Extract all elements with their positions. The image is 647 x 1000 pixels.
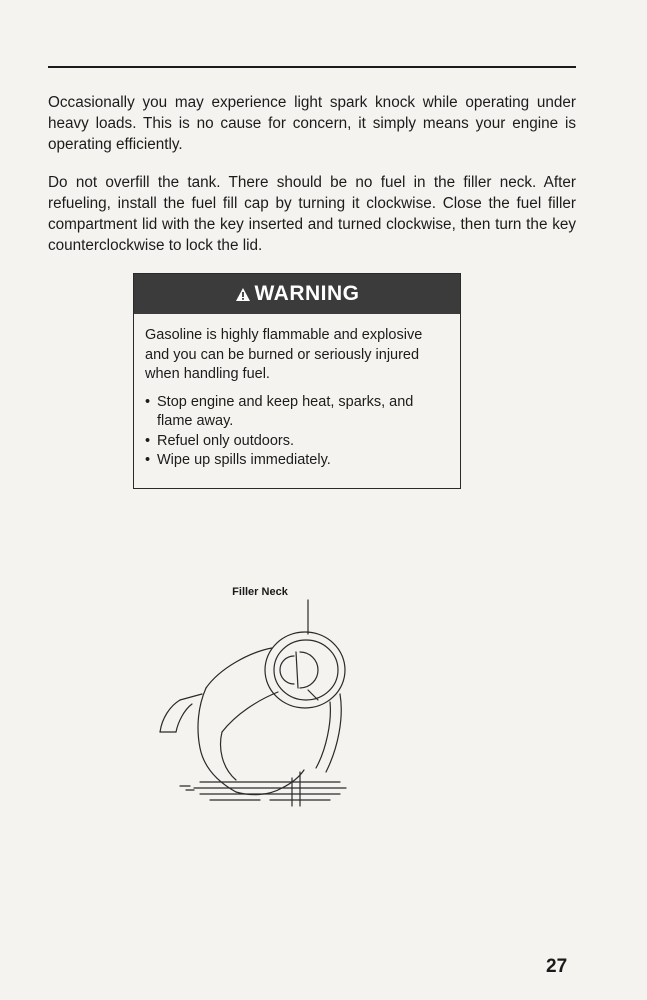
filler-neck-illustration <box>140 582 380 822</box>
warning-triangle-icon <box>235 287 251 302</box>
warning-bullet-list <box>145 393 448 471</box>
warning-bullet: • Stop engine and keep heat, sparks, and flame away. <box>145 393 448 432</box>
warning-box <box>133 273 461 489</box>
paragraph-spark-knock: Occasionally you may experience light spark knock while operating under heavy loads. This is no cause for concern, it simply means your engine is operating efficiently. <box>48 94 576 153</box>
warning-title: WARNING <box>254 282 360 305</box>
warning-header <box>134 274 460 314</box>
warning-body <box>134 314 460 471</box>
paragraph-refueling: Do not overfill the tank. There should be no fuel in the filler neck. After refueling, install the fuel fill cap by turning it clockwise. Close the fuel filler compartment lid with the key inserted and turned clockwise, then turn the key counterclockwise to lock the lid. <box>48 174 576 254</box>
warning-bullet: • Wipe up spills immediately. <box>145 451 448 471</box>
filler-neck-drawing <box>140 582 380 822</box>
page-number: 27 <box>546 956 568 977</box>
warning-text: Gasoline is highly flammable and explosive and you can be burned or seriously injured when handling fuel. <box>145 327 423 382</box>
top-rule <box>48 66 576 68</box>
figure-label: Filler Neck <box>232 586 288 598</box>
warning-bullet: • Refuel only outdoors. <box>145 432 448 452</box>
